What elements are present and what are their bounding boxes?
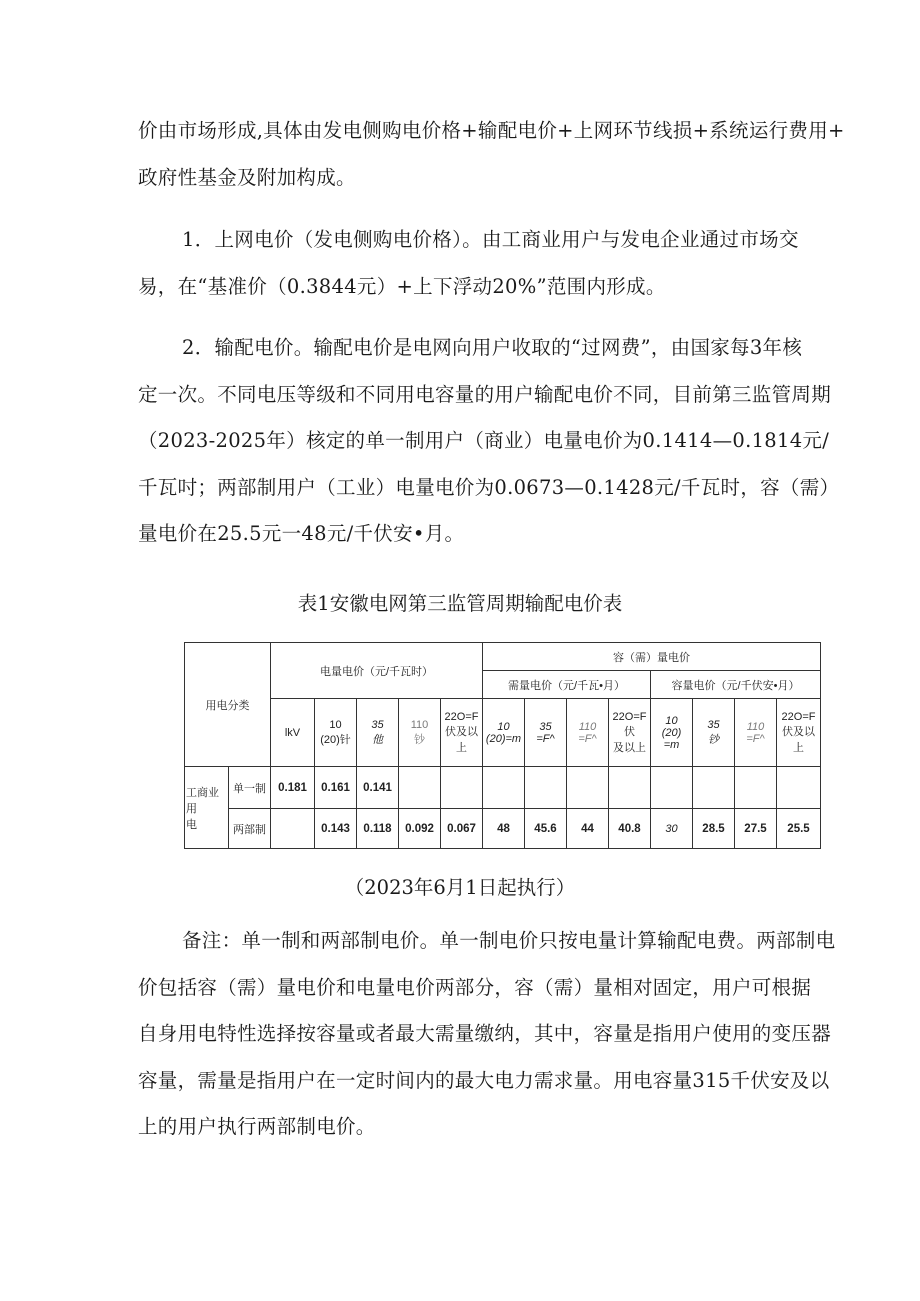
col-energy-110kv: 110 钞 [399, 699, 441, 767]
text-line: 定一次。不同电压等级和不同用电容量的用户输配电价不同，目前第三监管周期 [138, 382, 832, 406]
text-line: 2．输配电价。输配电价是电网向用户收取的“过网费”，由国家每3年核 [182, 336, 803, 359]
text-line: 政府性基金及附加构成。 [138, 165, 356, 189]
col-demand-10kv: 10 (20)=m [483, 699, 525, 767]
table-row-single-rate [185, 767, 821, 809]
text-line: 易，在“基准价（0.3844元）+上下浮动20%”范围内形成。 [138, 274, 666, 298]
col-energy-10kv: 10 (20)针 [315, 699, 357, 767]
table-cell: 45.6 [525, 809, 567, 849]
text-line: 价包括容（需）量电价和电量电价两部分，容（需）量相对固定，用户可根据 [138, 975, 812, 999]
col-capacity-110kv: 110 =F^ [735, 699, 777, 767]
table-cell: 28.5 [693, 809, 735, 849]
text-line: 千瓦吋；两部制用户（工业）电量电价为0.0673—0.1428元/千瓦时，容（需） [138, 475, 840, 499]
table-cell: 0.067 [441, 809, 483, 849]
text-line: 上的用户执行两部制电价。 [138, 1115, 376, 1138]
text-line: 量电价在25.5元一48元/千伏安•月。 [138, 522, 465, 545]
table-cell [651, 767, 693, 809]
paragraph-transmission-price [138, 325, 840, 558]
col-energy-1kv: lkV [271, 699, 315, 767]
col-demand-110kv: 110 =F^ [567, 699, 609, 767]
paragraph-remarks [138, 918, 836, 1151]
col-demand-35kv: 35 =F^ [525, 699, 567, 767]
header-demand-price: 需量电价（元/千瓦•月） [483, 671, 651, 699]
table-cell [525, 767, 567, 809]
header-category: 用电分类 [185, 643, 271, 767]
text-line: 1．上网电价（发电侧购电价格）。由工商业用户与发电企业通过市场交 [182, 228, 799, 251]
table-cell [483, 767, 525, 809]
table-cell [271, 809, 315, 849]
col-demand-220kv: 22O=F 伏 及以上 [609, 699, 651, 767]
paragraph-grid-price [138, 217, 828, 310]
text-line: 价由市场形成,具体由发电侧购电价格+输配电价+上网环节线损+系统运行费用+ [138, 119, 845, 142]
header-capacity-demand-price: 容（需）量电价 [483, 643, 821, 671]
col-capacity-220kv: 22O=F 伏及以上 [777, 699, 821, 767]
tariff-table [184, 642, 821, 849]
col-capacity-10kv: 10 (20) =m [651, 699, 693, 767]
header-capacity-price: 容量电价（元/千伏安•月） [651, 671, 821, 699]
table-cell [441, 767, 483, 809]
paragraph-price-composition [138, 108, 845, 201]
table-cell: 30 [651, 809, 693, 849]
table-cell [567, 767, 609, 809]
table-cell [735, 767, 777, 809]
col-capacity-35kv: 35 钞 [693, 699, 735, 767]
table-cell: 48 [483, 809, 525, 849]
table-cell: 0.181 [271, 767, 315, 809]
col-energy-35kv: 35 他 [357, 699, 399, 767]
table-cell [693, 767, 735, 809]
col-energy-220kv: 22O=F 伏及以 上 [441, 699, 483, 767]
table-cell: 25.5 [777, 809, 821, 849]
table-cell [609, 767, 651, 809]
table-cell: 0.143 [315, 809, 357, 849]
table-cell: 44 [567, 809, 609, 849]
table-cell [777, 767, 821, 809]
table-cell: 0.141 [357, 767, 399, 809]
text-line: 备注：单一制和两部制电价。单一制电价只按电量计算输配电费。两部制电 [182, 929, 836, 952]
text-line: （2023-2025年）核定的单一制用户（商业）电量电价为0.1414—0.1814元/ [138, 429, 830, 452]
table-footnote: （2023年6月1日起执行） [344, 876, 576, 899]
text-line: 自身用电特性选择按容量或者最大需量缴纳，其中，容量是指用户使用的变压器 [138, 1022, 832, 1045]
table-cell: 0.118 [357, 809, 399, 849]
row-group-commercial-industrial: 工商业用 电 [185, 767, 229, 849]
table-cell: 27.5 [735, 809, 777, 849]
table-cell: 0.161 [315, 767, 357, 809]
table-cell: 40.8 [609, 809, 651, 849]
row-label-two-part: 两部制 [229, 809, 271, 849]
table-cell [399, 767, 441, 809]
table-caption: 表1安徽电网第三监管周期输配电价表 [297, 592, 623, 615]
table-cell: 0.092 [399, 809, 441, 849]
table-row-two-part [185, 809, 821, 849]
text-line: 容量，需量是指用户在一定时间内的最大电力需求量。用电容量315千伏安及以 [138, 1068, 830, 1092]
header-energy-price: 电量电价（元/千瓦时） [271, 643, 483, 699]
row-label-single: 单一制 [229, 767, 271, 809]
